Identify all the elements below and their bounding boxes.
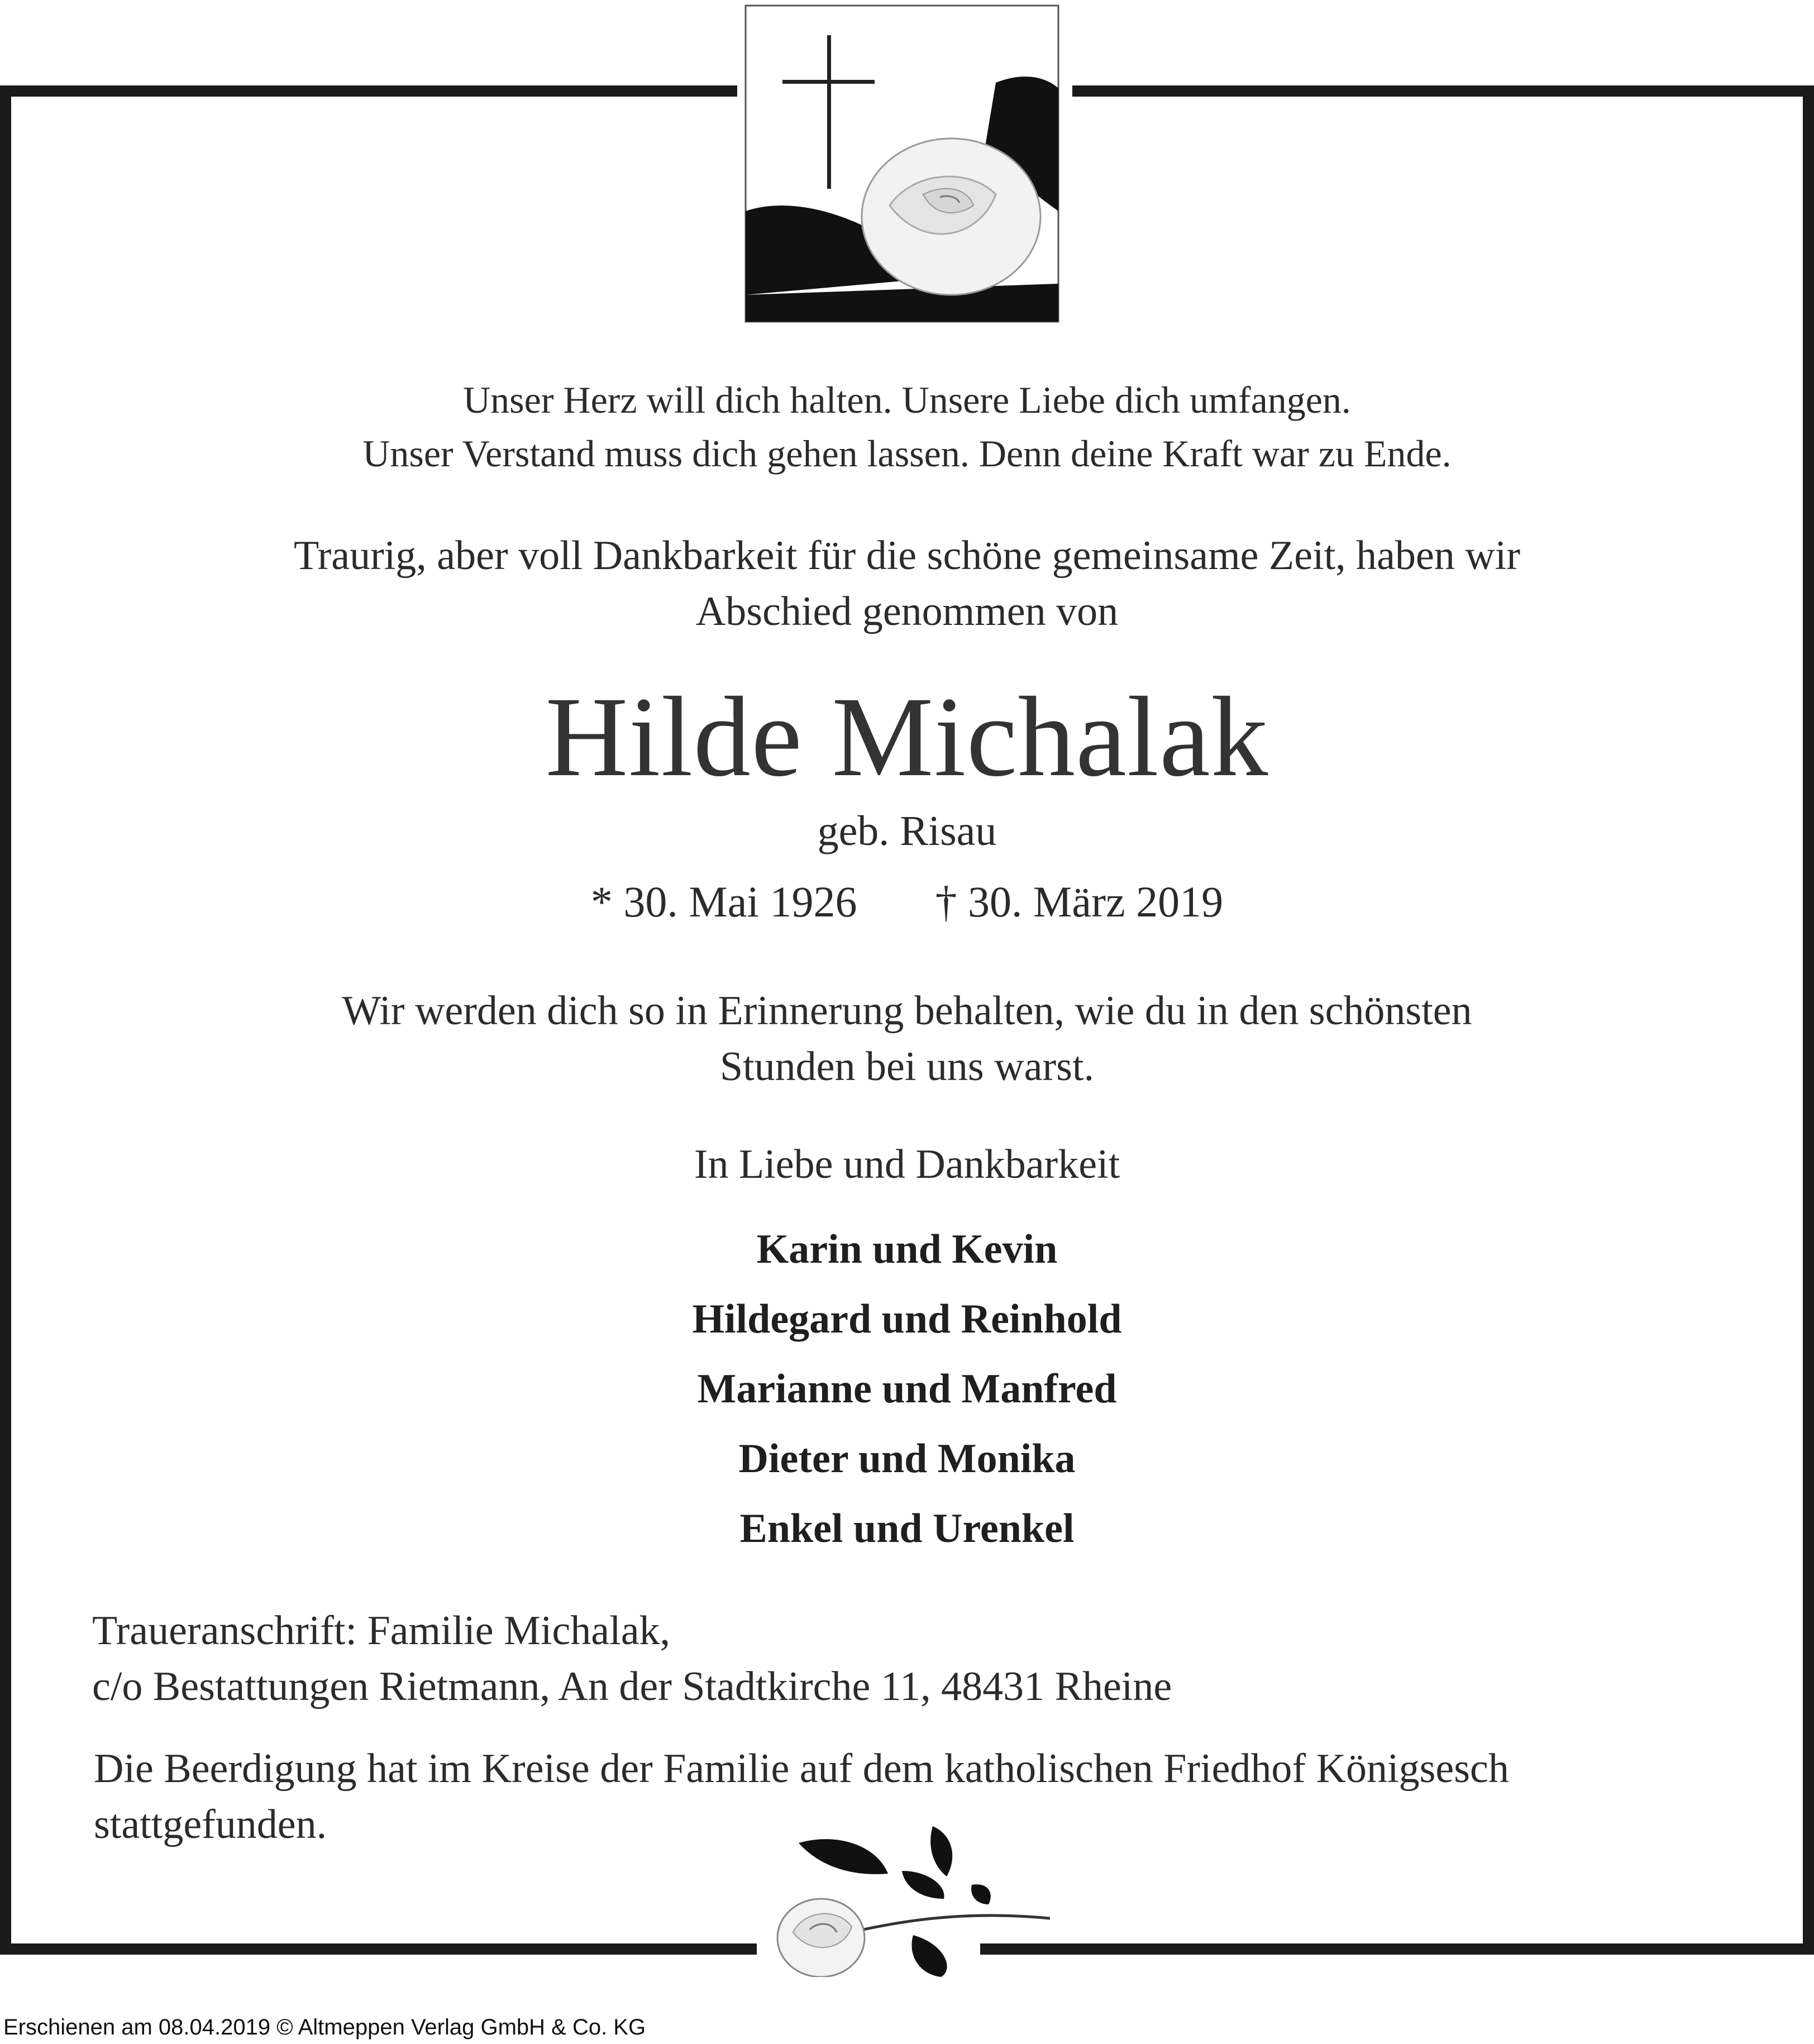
intro-text — [0, 528, 1814, 639]
funeral-line-2: stattgefunden. — [94, 1802, 327, 1847]
mourning-address — [92, 1603, 1768, 1715]
birth-date: * 30. Mai 1926 — [590, 877, 857, 926]
deceased-name: Hilde Michalak — [545, 674, 1269, 800]
frame-top-left — [0, 85, 737, 97]
address-line-1: Traueranschrift: Familie Michalak, — [92, 1608, 671, 1654]
memory-line-2: Stunden bei uns warst. — [719, 1044, 1095, 1090]
life-dates — [0, 874, 1814, 930]
cross-rose-icon — [744, 4, 1059, 323]
closing-phrase: In Liebe und Dankbarkeit — [694, 1142, 1120, 1187]
family-member: Karin und Kevin — [756, 1226, 1058, 1272]
death-date: † 30. März 2019 — [935, 877, 1224, 926]
family-member: Hildegard und Reinhold — [692, 1296, 1122, 1342]
family-member: Dieter und Monika — [738, 1436, 1076, 1482]
publication-footer: Erschienen am 08.04.2019 © Altmeppen Verlag GmbH & Co. KG — [3, 2015, 646, 2040]
rose-icon — [760, 1815, 1061, 1977]
frame-top-right — [1072, 85, 1814, 97]
quote-line-2: Unser Verstand muss dich gehen lassen. Denn deine Kraft war zu Ende. — [362, 432, 1452, 475]
frame-bottom-left — [0, 1943, 757, 1955]
family-member: Enkel und Urenkel — [739, 1506, 1075, 1551]
address-line-2: c/o Bestattungen Rietmann, An der Stadtkirche 11, 48431 Rheine — [92, 1664, 1172, 1709]
intro-line-2: Abschied genommen von — [695, 589, 1119, 634]
funeral-line-1: Die Beerdigung hat im Kreise der Familie auf dem katholischen Friedhof Königsesch — [94, 1746, 1509, 1792]
quote — [0, 373, 1814, 480]
quote-line-1: Unser Herz will dich halten. Unsere Liebe dich umfangen. — [463, 379, 1351, 421]
memory-line-1: Wir werden dich so in Erinnerung behalten, wie du in den schönsten — [342, 988, 1472, 1034]
family-member: Marianne und Manfred — [697, 1366, 1117, 1412]
born-name: geb. Risau — [817, 808, 997, 854]
memory-text — [0, 983, 1814, 1095]
intro-line-1: Traurig, aber voll Dankbarkeit für die schöne gemeinsame Zeit, haben wir — [293, 533, 1520, 579]
family-list — [0, 1215, 1814, 1564]
frame-bottom-right — [980, 1943, 1814, 1955]
